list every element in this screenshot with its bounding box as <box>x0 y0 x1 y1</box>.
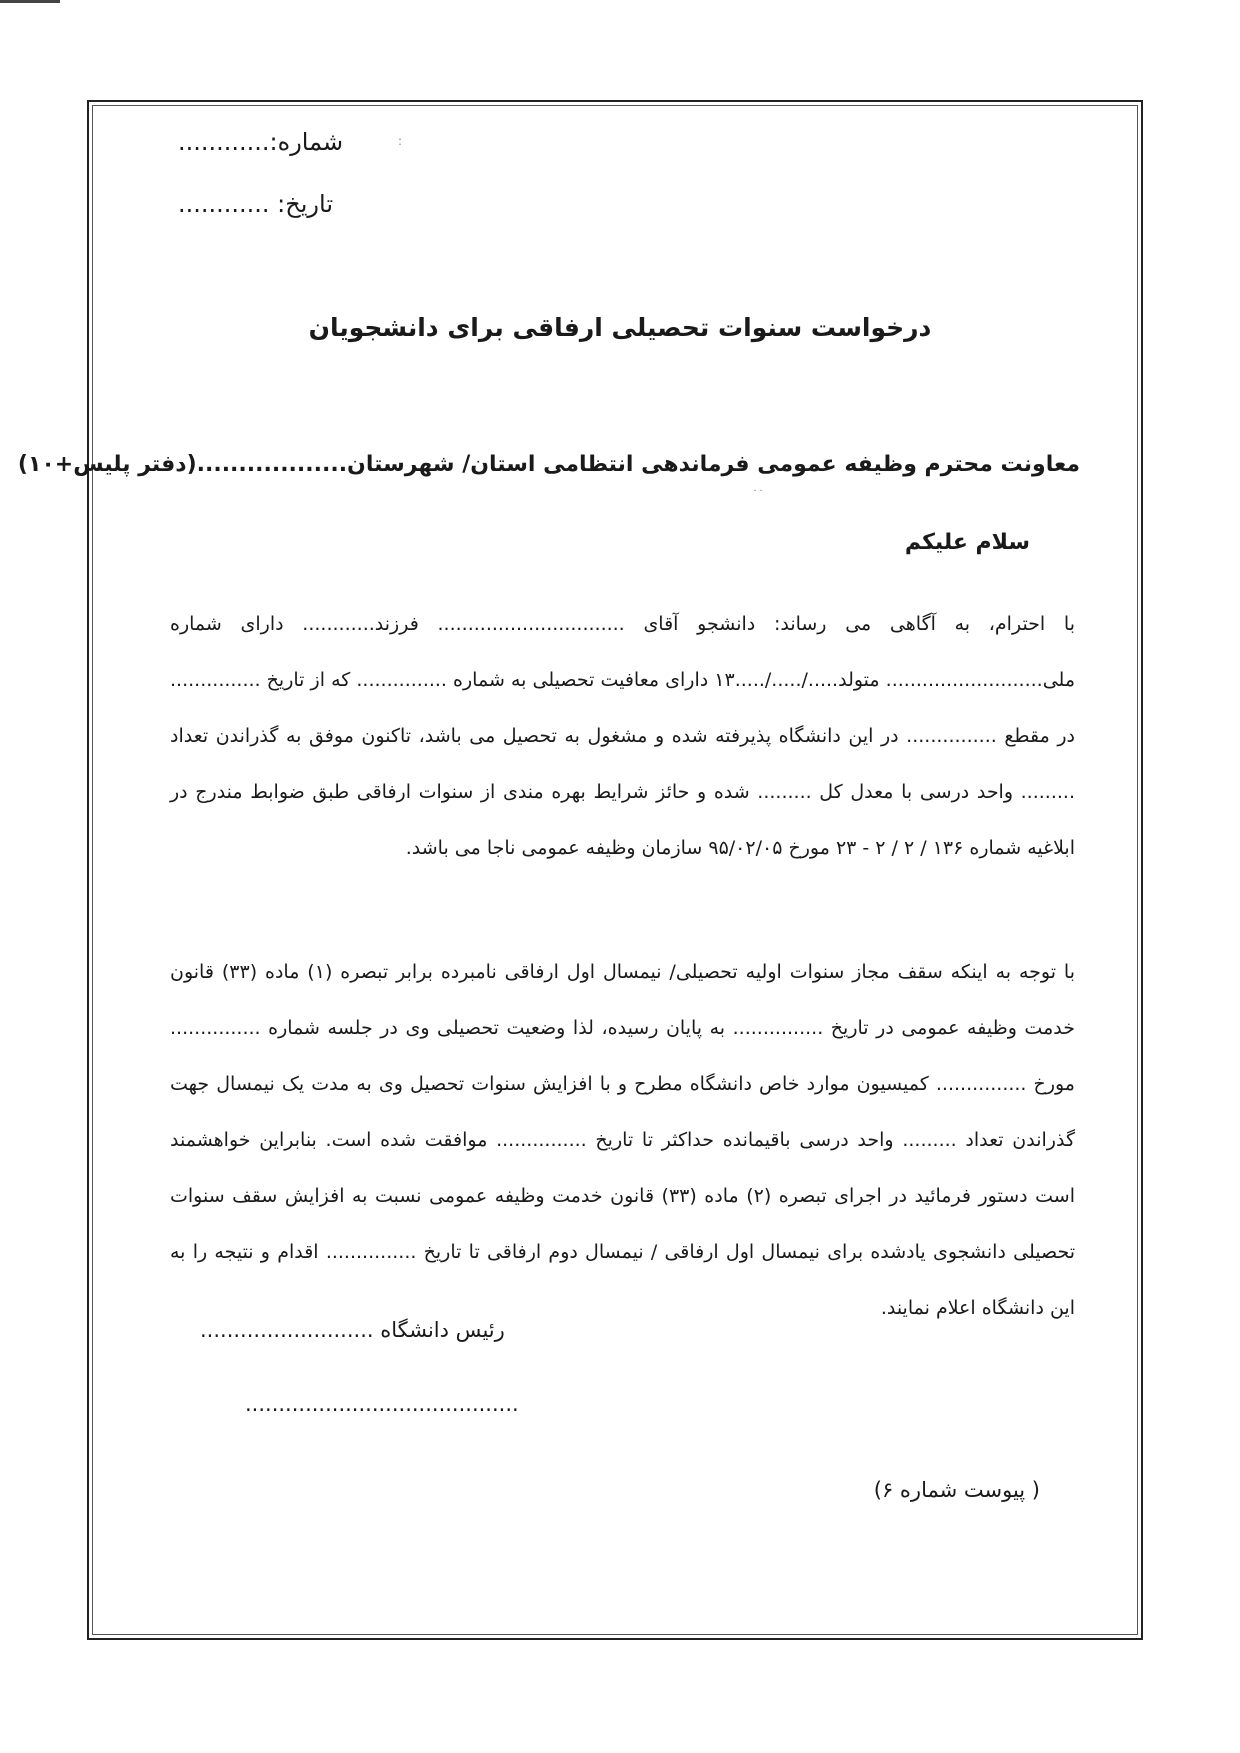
letter-date-line: تاریخ: ............ <box>178 190 334 218</box>
scan-speck: : <box>398 134 403 148</box>
scan-speck: ˙˙ <box>752 488 764 502</box>
letter-number-line: شماره:............ <box>178 128 344 156</box>
addressee-line: معاونت محترم وظیفه عمومی فرماندهی انتظامی استان/ شهرستان..................(دفتر پلیس+۱۰) <box>17 452 1080 477</box>
document-title: درخواست سنوات تحصیلی ارفاقی برای دانشجویان <box>308 313 932 342</box>
greeting: سلام علیکم <box>904 530 1030 555</box>
body-paragraph-1: با احترام، به آگاهی می رساند: دانشجو آقای ............................... فرزند............ دارای شماره ملی.......................... متولد...../...../.....۱۳ دارای معافیت تحصیلی به شماره ............... که از تاریخ ............... در مقطع ............... در این دانشگاه پذیرفته شده و مشغول به تحصیل می باشد، تاکنون موفق به گذراندن تعداد ......... واحد درسی با معدل کل ......... شده و حائز شرایط بهره مندی از سنوات ارفاقی طبق ضوابط مندرج در ابلاغیه شماره ۱۳۶ / ۲ / ۲ - ۲۳ مورخ ۹۵/۰۲/۰۵ سازمان وظیفه عمومی ناجا می باشد. <box>170 613 1075 859</box>
top-edge-rule <box>0 0 60 3</box>
attachment-label: ( پیوست شماره ۶) <box>873 1478 1040 1502</box>
university-president-signature-line: رئیس دانشگاه .......................... <box>200 1318 505 1342</box>
signature-name-line: ......................................... <box>245 1392 519 1416</box>
body-paragraph-2: با توجه به اینکه سقف مجاز سنوات اولیه تحصیلی/ نیمسال اول ارفاقی نامبرده برابر تبصره (۱) ماده (۳۳) قانون خدمت وظیفه عمومی در تاریخ ............... به پایان رسیده، لذا وضعیت تحصیلی وی در جلسه شماره ............... مورخ ............... کمیسیون موارد خاص دانشگاه مطرح و با افزایش سنوات تحصیل وی به مدت یک نیمسال جهت گذراندن تعداد ......... واحد درسی باقیمانده حداکثر تا تاریخ ............... موافقت شده است. بنابراین خواهشمند است دستور فرمائید در اجرای تبصره (۲) ماده (۳۳) قانون خدمت وظیفه عمومی نسبت به افزایش سقف سنوات تحصیلی دانشجوی یادشده برای نیمسال اول ارفاقی / نیمسال دوم ارفاقی تا تاریخ ............... اقدام و نتیجه را به این دانشگاه اعلام نمایند. <box>170 961 1075 1319</box>
